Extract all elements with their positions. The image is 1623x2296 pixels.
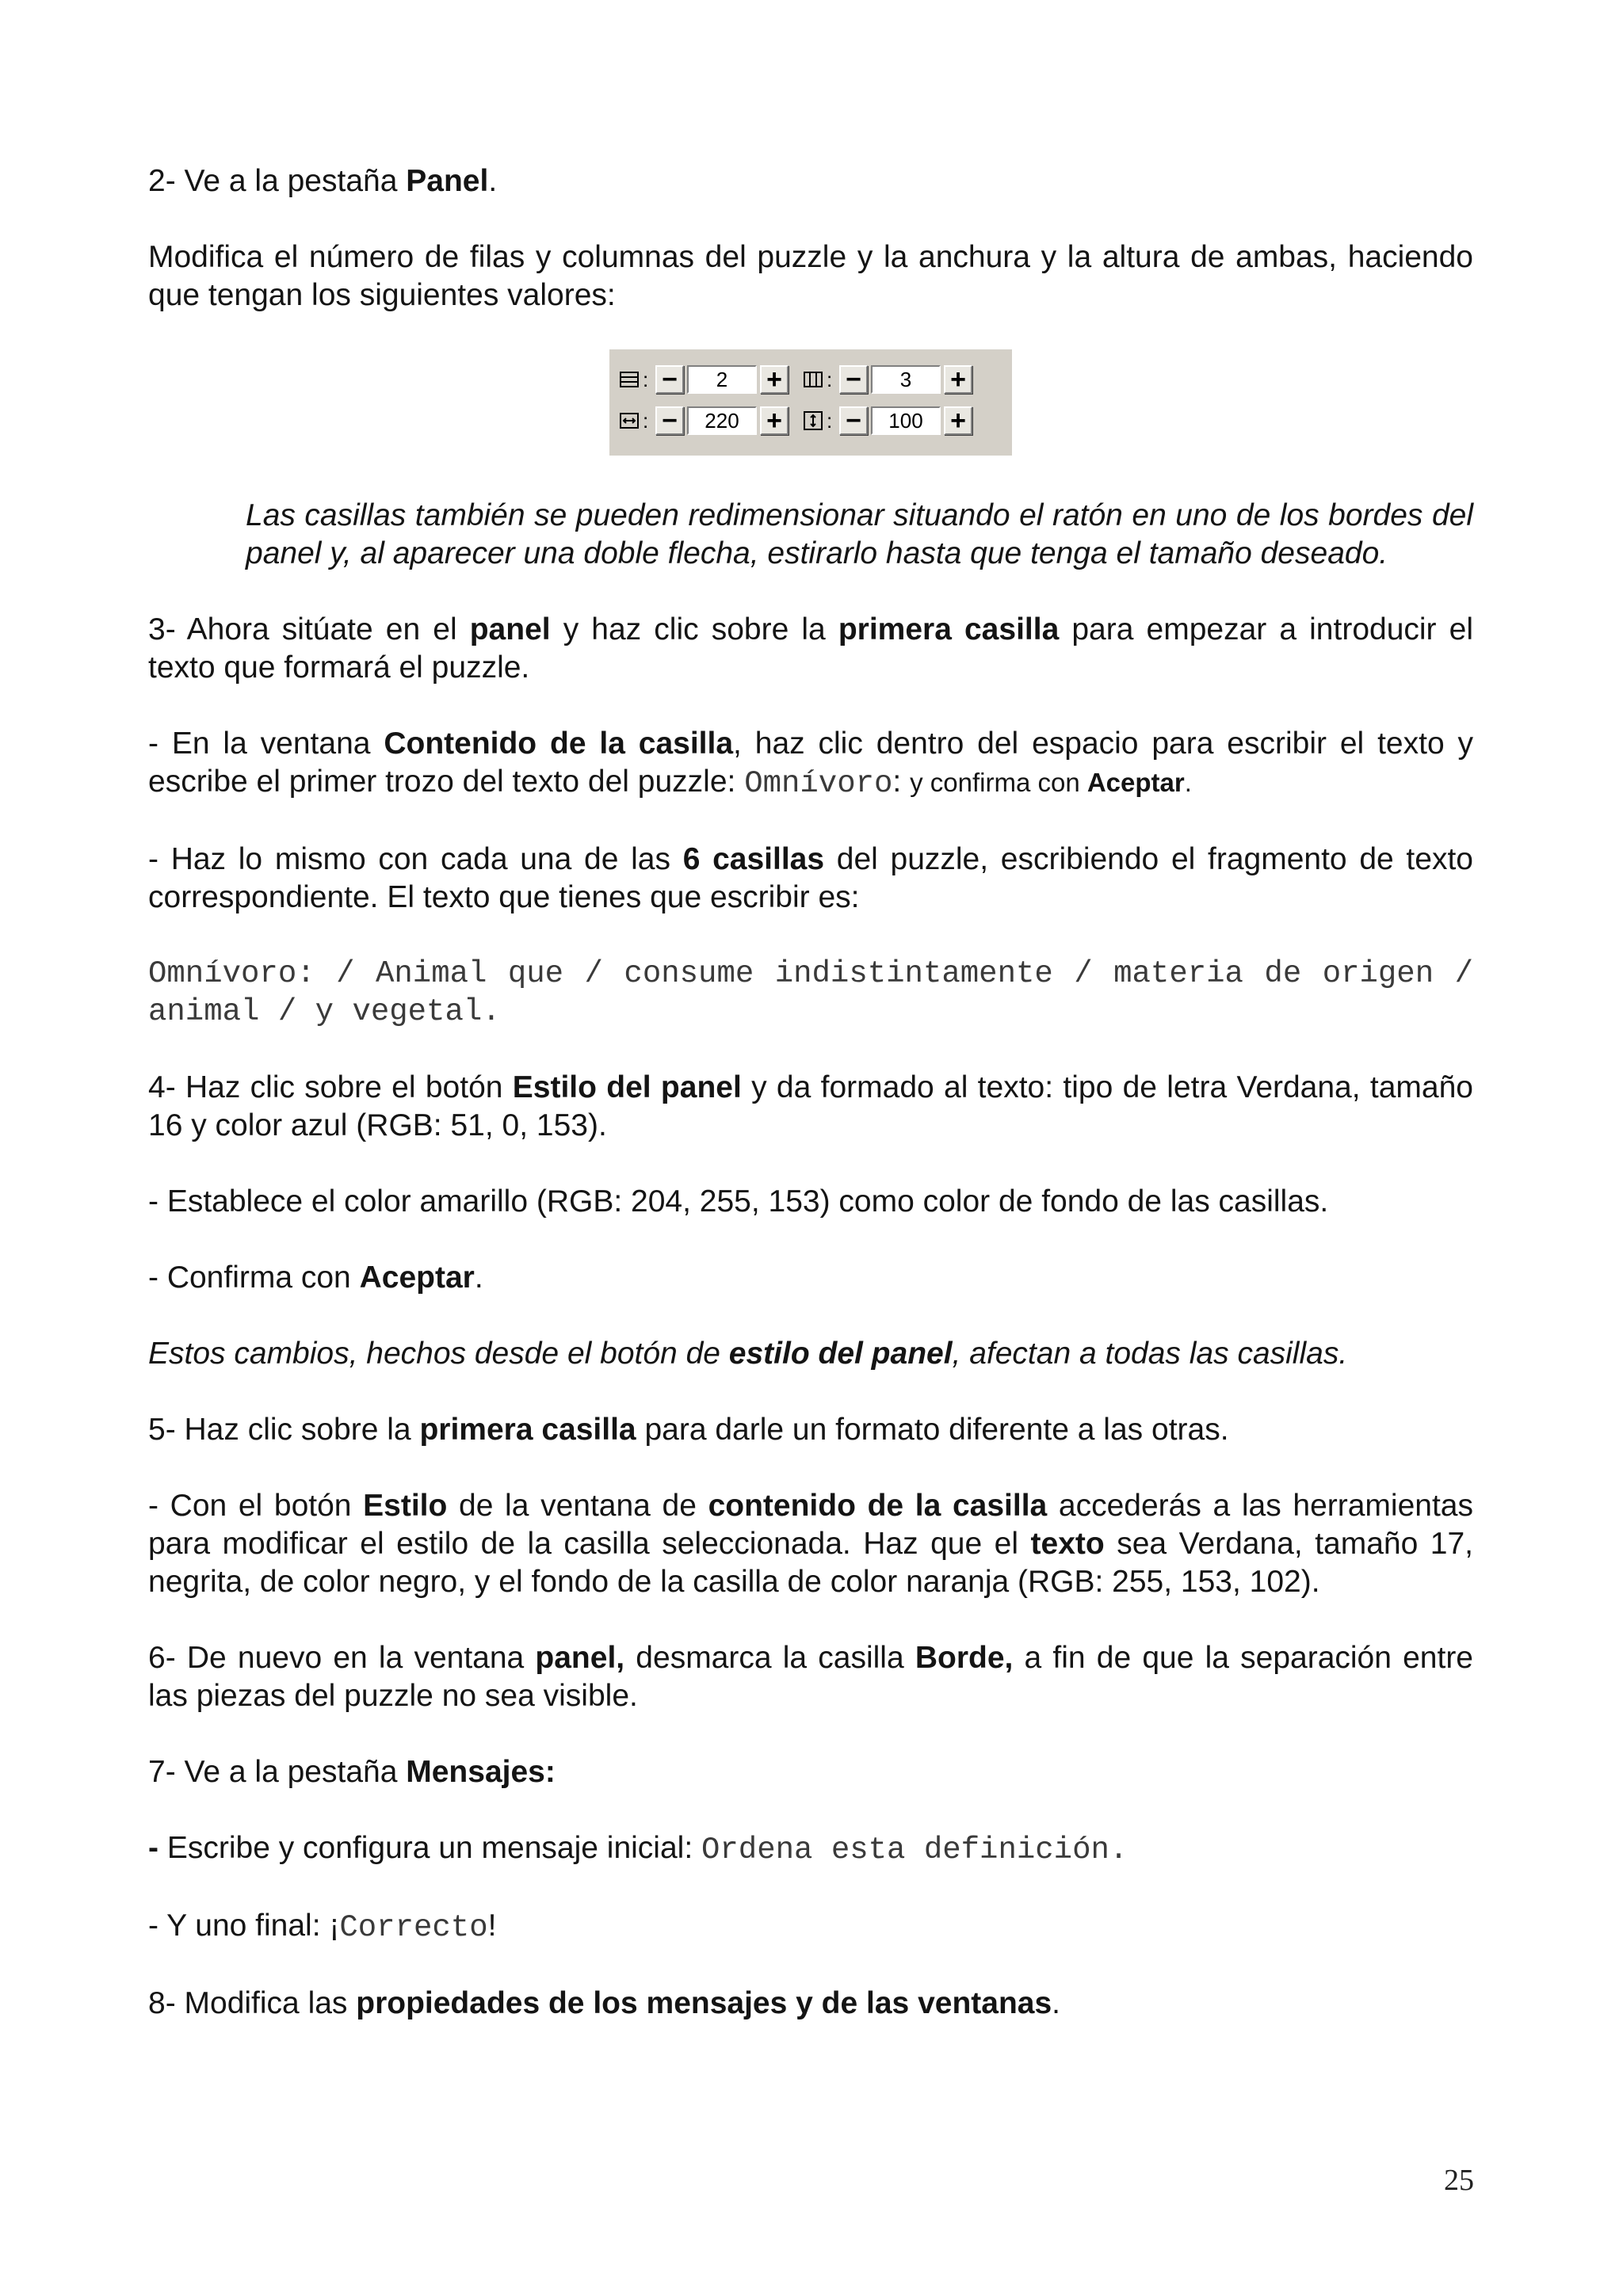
text: para empezar a introducir el texto que formará el puzzle.	[148, 612, 1473, 685]
estos-cambios-note	[148, 1335, 1473, 1373]
mensaje-final	[148, 1907, 1473, 1947]
confirma-paragraph	[148, 1259, 1473, 1297]
step-7	[148, 1753, 1473, 1791]
rows-icon	[617, 368, 641, 391]
text: .	[488, 164, 498, 198]
text-bold: 6 casillas	[682, 842, 825, 876]
columns-increment-button[interactable]: +	[944, 365, 972, 394]
panel-size-toolbar	[609, 349, 1012, 456]
height-decrement-button[interactable]: −	[839, 406, 868, 435]
text-bold: Estilo	[363, 1489, 448, 1523]
step-8	[148, 1985, 1473, 2023]
mensaje-inicial	[148, 1829, 1473, 1869]
text-bold: Aceptar	[1086, 768, 1185, 797]
colon: :	[643, 368, 649, 391]
columns-icon	[801, 368, 825, 391]
step-3	[148, 611, 1473, 687]
text-bold: Estilo del panel	[512, 1070, 742, 1104]
text: Estos cambios, hechos desde el botón de	[148, 1337, 729, 1371]
height-increment-button[interactable]: +	[944, 406, 972, 435]
estilo-paragraph	[148, 1487, 1473, 1601]
text-bold: Aceptar	[359, 1261, 475, 1295]
text: .	[474, 1261, 483, 1295]
width-decrement-button[interactable]: −	[655, 406, 684, 435]
text-bold: primera casilla	[419, 1413, 636, 1447]
text: , afectan a todas las casillas.	[952, 1337, 1348, 1371]
text: - En la ventana	[148, 727, 384, 761]
text: :	[892, 765, 911, 799]
text: , haz clic dentro del espacio para escribir el texto y escribe el primer trozo del texto del puzzle:	[148, 727, 1474, 799]
code-text: Omnívoro	[744, 766, 893, 801]
text: .	[1184, 768, 1192, 797]
text-bold: panel	[469, 612, 551, 646]
height-icon	[801, 409, 825, 433]
columns-decrement-button[interactable]: −	[839, 365, 868, 394]
text-bold: estilo del panel	[728, 1337, 953, 1371]
rows-input[interactable]: 2	[687, 365, 757, 394]
width-increment-button[interactable]: +	[760, 406, 789, 435]
code-text: Correcto	[339, 1910, 488, 1945]
text-bold: Mensajes:	[406, 1755, 556, 1789]
text: 5- Haz clic sobre la	[148, 1413, 420, 1447]
step-4	[148, 1069, 1473, 1145]
text-bold: propiedades de los mensajes y de las ventanas	[356, 1986, 1052, 2020]
text: - Y uno final: ¡	[148, 1909, 340, 1943]
colon: :	[827, 368, 833, 391]
height-input[interactable]: 100	[871, 406, 941, 435]
step-2	[148, 162, 1473, 200]
text: - Haz lo mismo con cada una de las	[148, 842, 683, 876]
text: 8- Modifica las	[148, 1986, 357, 2020]
text: Escribe y configura un mensaje inicial:	[158, 1831, 701, 1865]
text-bold: panel,	[535, 1641, 625, 1675]
text-bold: contenido de la casilla	[708, 1489, 1048, 1523]
text-bold: -	[148, 1831, 158, 1865]
text: !	[487, 1909, 497, 1943]
text: a fin de que la separación entre las piezas del puzzle no sea visible.	[148, 1641, 1473, 1713]
text: 2- Ve a la pestaña	[148, 164, 407, 198]
colon: :	[643, 409, 649, 433]
modifica-paragraph: Modifica el número de filas y columnas del puzzle y la anchura y la altura de ambas, haciendo que tengan los siguientes valores:	[148, 240, 1473, 312]
text: para darle un formato diferente a las otras.	[636, 1413, 1229, 1447]
text: 4- Haz clic sobre el botón	[148, 1070, 513, 1104]
text: - Con el botón	[148, 1489, 364, 1523]
code-text: Ordena esta definición.	[701, 1833, 1128, 1867]
document-page	[148, 162, 1473, 2023]
colon: :	[827, 409, 833, 433]
text: desmarca la casilla	[624, 1641, 915, 1675]
tab-name: Panel	[406, 164, 489, 198]
text-bold: Borde,	[915, 1641, 1014, 1675]
text: sea Verdana, tamaño 17, negrita, de color negro, y el fondo de la casilla de color naranja (RGB: 255, 153, 102).	[148, 1527, 1473, 1599]
text-bold: texto	[1030, 1527, 1105, 1561]
width-input[interactable]: 220	[687, 406, 757, 435]
seis-casillas-paragraph	[148, 841, 1473, 917]
columns-input[interactable]: 3	[871, 365, 941, 394]
toolbar-row-1	[617, 359, 1004, 400]
width-icon	[617, 409, 641, 433]
text: 7- Ve a la pestaña	[148, 1755, 407, 1789]
text: y confirma con	[910, 768, 1087, 797]
amarillo-paragraph: - Establece el color amarillo (RGB: 204, 255, 153) como color de fondo de las casillas.	[148, 1184, 1329, 1219]
text: 6- De nuevo en la ventana	[148, 1641, 536, 1675]
toolbar-row-2	[617, 400, 1004, 441]
rows-decrement-button[interactable]: −	[655, 365, 684, 394]
text: .	[1052, 1986, 1060, 2020]
contenido-paragraph	[148, 725, 1473, 803]
text: de la ventana de	[447, 1489, 708, 1523]
text: y da formado al texto: tipo de letra Verdana, tamaño 16 y color azul (RGB: 51, 0, 153).	[148, 1070, 1473, 1142]
rows-increment-button[interactable]: +	[760, 365, 789, 394]
text: y haz clic sobre la	[550, 612, 838, 646]
text-bold: primera casilla	[838, 612, 1060, 646]
text: 3- Ahora sitúate en el	[148, 612, 470, 646]
page-number: 25	[1444, 2164, 1474, 2197]
text: - Confirma con	[148, 1261, 360, 1295]
puzzle-text-block: Omnívoro: / Animal que / consume indistintamente / materia de origen / animal / y vegetal.	[148, 956, 1473, 1029]
text: del puzzle, escribiendo el fragmento de texto correspondiente. El texto que tienes que escribir es:	[148, 842, 1473, 914]
text-bold: Contenido de la casilla	[384, 727, 734, 761]
resize-note: Las casillas también se pueden redimensionar situando el ratón en uno de los bordes del panel y, al aparecer una doble flecha, estirarlo hasta que tenga el tamaño deseado.	[246, 498, 1473, 570]
step-6	[148, 1639, 1473, 1715]
step-5	[148, 1411, 1473, 1449]
text: accederás a las herramientas para modificar el estilo de la casilla seleccionada. Haz que el	[148, 1489, 1473, 1561]
